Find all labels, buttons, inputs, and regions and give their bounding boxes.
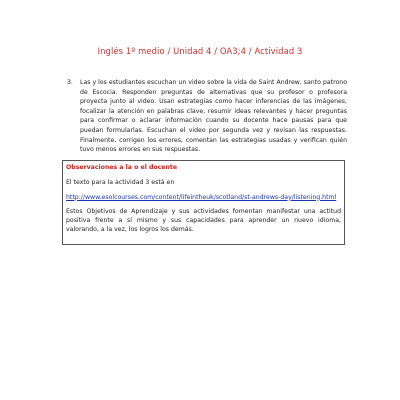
activity-number: 3. (67, 79, 73, 86)
observations-title: Observaciones a la o el docente (66, 164, 178, 171)
activity-item (67, 78, 347, 155)
page-title: Inglés 1º medio / Unidad 4 / OA3;4 / Actividad 3 (97, 46, 303, 56)
activity-text: Las y los estudiantes escuchan un video sobre la vida de Saint Andrew, santo patrono de Escocia. Responden preguntas de alternativas que su profesor o profesora proyecta junto al video. Usan estrategias como hacer inferencias de las imágenes, focalizar la atención en palabras clave, resumir ideas relevantes y hacer preguntas para confirmar o aclarar información cuando su docente hace pausas para que puedan formularlas. Escuchan el video por segunda vez y revisan las respuestas. Finalmente, corrigen los errores, comentan las estrategias usadas y verifican quién tuvo menos errores en sus respuestas. (80, 79, 347, 154)
teacher-observations-box (62, 160, 345, 245)
observations-note: Estos Objetivos de Aprendizaje y sus actividades fomentan manifestar una actitud positiva frente a sí mismo y sus capacidades para aprender un nuevo idioma, valorando, a la vez, los logros los demás. (66, 208, 341, 233)
observations-link-paragraph (66, 194, 341, 203)
observations-intro: El texto para la actividad 3 está en (66, 178, 175, 186)
listening-resource-link[interactable]: http://www.esolcourses.com/content/lifeintheuk/scotland/st-andrews-day/listening.html (66, 193, 337, 201)
